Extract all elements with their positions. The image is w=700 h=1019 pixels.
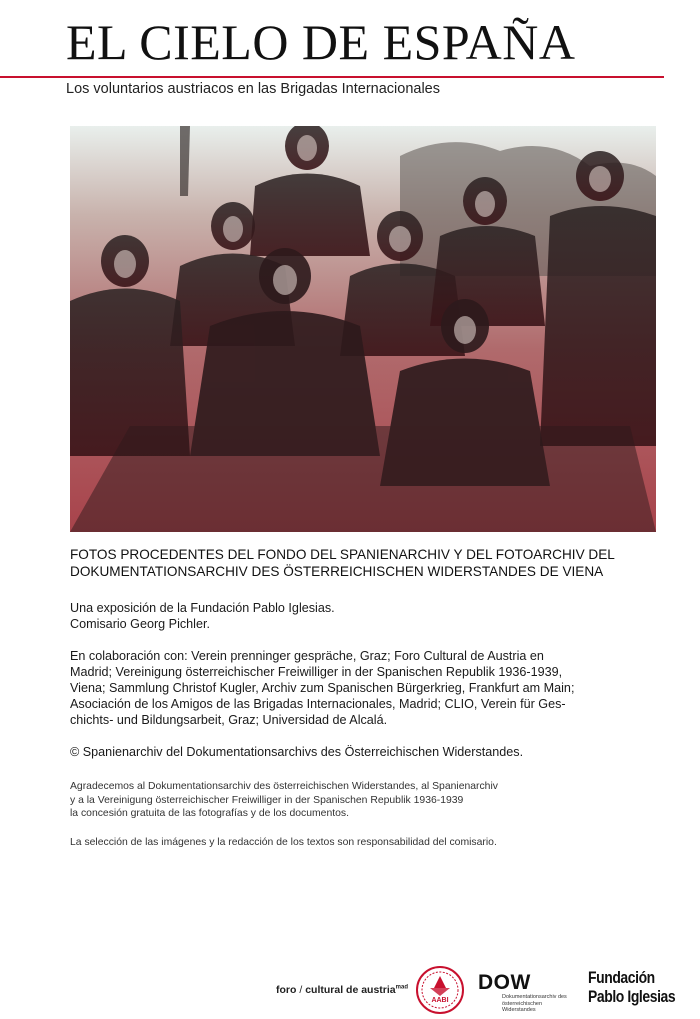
responsibility-note: La selección de las imágenes y la redacción de los textos son responsabilidad del comisario. <box>70 837 497 848</box>
brigadistas-photo <box>70 126 656 532</box>
fpi-line-2: Pablo Iglesias <box>588 987 676 1006</box>
dow-wordmark: DOW <box>478 971 531 994</box>
acknowledgements <box>70 780 660 821</box>
aabi-emblem-icon <box>416 966 464 1014</box>
aabi-logo <box>416 966 464 1014</box>
foro-words: cultural de austria <box>305 984 396 996</box>
aabi-label: AABI <box>431 997 449 1004</box>
poster-subtitle: Los voluntarios austriacos en las Brigadas Internacionales <box>66 81 440 97</box>
fpi-line-1: Fundación <box>588 968 655 987</box>
copyright-notice: © Spanienarchiv del Dokumentationsarchivs des Österreichischen Widerstandes. <box>70 745 524 759</box>
thanks-line: Agradecemos al Dokumentationsarchiv des österreichischen Widerstandes, al Spanienarchiv <box>70 781 498 792</box>
photo-source-heading <box>70 546 660 580</box>
intro-line: Comisario Georg Pichler. <box>70 617 210 631</box>
dow-subtitle: Dokumentationsarchiv des österreichischen Widerstandes <box>502 994 567 1013</box>
thanks-line: y a la Vereinigung österreichischer Freiwilliger in der Spanischen Republik 1936-1939 <box>70 794 464 806</box>
collab-line: Asociación de los Amigos de las Brigadas Internacionales, Madrid; CLIO, Verein für Ges- <box>70 697 566 711</box>
collab-line: chichts- und Bildungsarbeit, Graz; Universidad de Alcalá. <box>70 713 388 727</box>
collaboration-paragraph <box>70 648 660 728</box>
heading-line: DOKUMENTATIONSARCHIV DES ÖSTERREICHISCHEN WIDERSTANDES DE VIENA <box>70 564 604 579</box>
intro-line: Una exposición de la Fundación Pablo Iglesias. <box>70 601 335 615</box>
title-rule <box>0 76 664 78</box>
foro-cultural-logo: foro / cultural de austria$^{mad}$ <box>276 984 408 996</box>
heading-line: FOTOS PROCEDENTES DEL FONDO DEL SPANIENARCHIV Y DEL FOTOARCHIV DEL <box>70 547 615 562</box>
poster-title: EL CIELO DE ESPAÑA <box>66 14 576 70</box>
collab-line: Madrid; Vereinigung österreichischer Freiwilliger in der Spanischen Republik 1936-1939, <box>70 665 563 679</box>
fundacion-pablo-iglesias-logo <box>588 968 675 1006</box>
foro-sup: mad <box>395 984 408 991</box>
collab-line: En colaboración con: Verein prenninger gespräche, Graz; Foro Cultural de Austria en <box>70 649 544 663</box>
group-photo-illustration <box>70 126 656 532</box>
sponsor-logos <box>270 964 700 1016</box>
thanks-line: la concesión gratuita de las fotografías y de los documentos. <box>70 808 349 819</box>
exhibition-intro <box>70 600 660 632</box>
foro-word: foro <box>276 984 297 996</box>
dow-logo <box>478 972 570 1014</box>
collab-line: Viena; Sammlung Christof Kugler, Archiv zum Spanischen Bürgerkrieg, Frankfurt am Main; <box>70 681 575 695</box>
